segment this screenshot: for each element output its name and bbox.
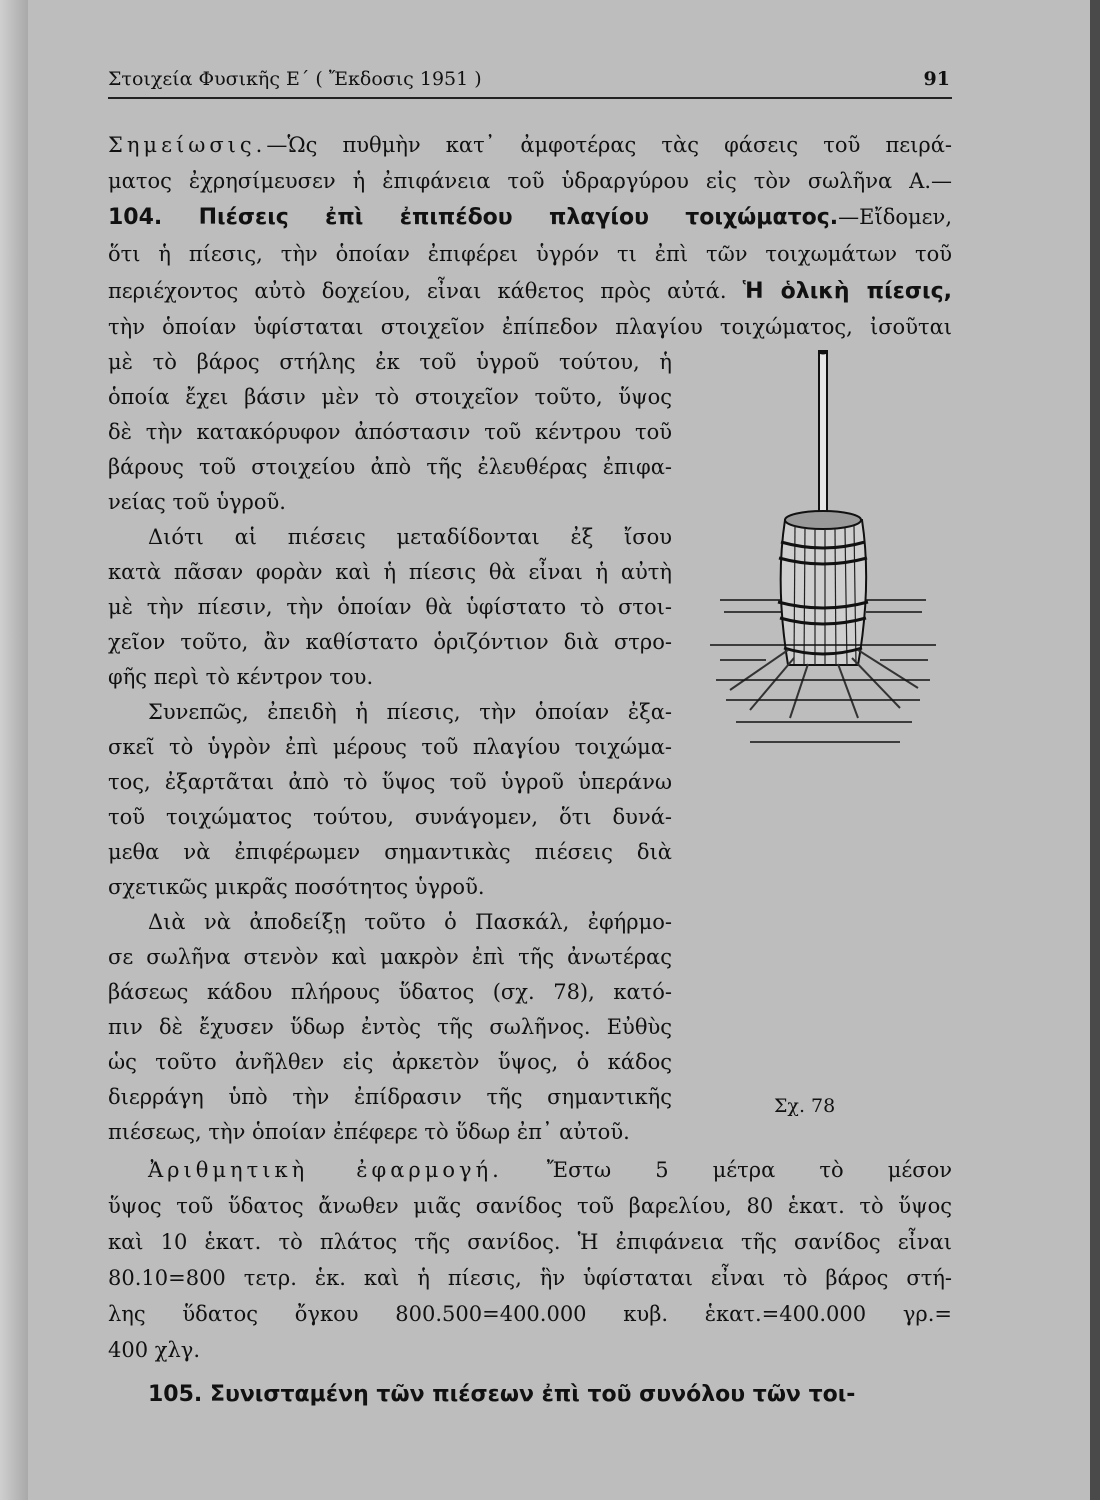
text-line: 80.10=800 τετρ. ἑκ. καὶ ἡ πίεσις, ἣν ὑφίσταται εἶναι τὸ βάρος στή- [108, 1266, 952, 1290]
text-line: ὅτι ἡ πίεσις, τὴν ὁποίαν ἐπιφέρει ὑγρόν τι ἐπὶ τῶν τοιχωμάτων τοῦ [108, 242, 952, 266]
text-line: 400 χλγ. [108, 1338, 201, 1362]
text-line: τος, ἐξαρτᾶται ἀπὸ τὸ ὕψος τοῦ ὑγροῦ ὑπεράνω [108, 770, 672, 794]
running-header [108, 68, 950, 96]
running-title: Στοιχεία Φυσικῆς Ε΄ ( Ἔκδοσις 1951 ) [108, 68, 482, 90]
book-gutter [0, 0, 28, 1500]
text-line: κατὰ πᾶσαν φορὰν καὶ ἡ πίεσις θὰ εἶναι ἡ αὐτὴ [108, 560, 672, 584]
text-line: διερράγη ὑπὸ τὴν ἐπίδρασιν τῆς σημαντικῆς [108, 1085, 672, 1109]
header-rule [108, 97, 952, 99]
text-line: Διότι αἱ πιέσεις μεταδίδονται ἐξ ἴσου [148, 525, 672, 549]
text-line: ὁποία ἔχει βάσιν μὲν τὸ στοιχεῖον τοῦτο, ὕψος [108, 385, 672, 409]
text-line: βάρους τοῦ στοιχείου ἀπὸ τῆς ἐλευθέρας ἐπιφα- [108, 455, 672, 479]
text-line: τοῦ τοιχώματος τούτου, συνάγομεν, ὅτι δυνά- [108, 805, 672, 829]
text-line: σε σωλῆνα στενὸν καὶ μακρὸν ἐπὶ τῆς ἀνωτέρας [108, 945, 672, 969]
page [28, 0, 1090, 1500]
text-line: μὲ τὸ βάρος στήλης ἐκ τοῦ ὑγροῦ τούτου, ἡ [108, 350, 672, 374]
note-label: Σημείωσις. [108, 133, 267, 157]
text-line: Συνεπῶς, ἐπειδὴ ἡ πίεσις, τὴν ὁποίαν ἐξα- [148, 700, 672, 724]
text-line: σχετικῶς μικρᾶς ποσότητος ὑγροῦ. [108, 875, 485, 899]
text-line: μεθα νὰ ἐπιφέρωμεν σημαντικὰς πιέσεις διὰ [108, 840, 672, 864]
text-line: χεῖον τοῦτο, ἂν καθίστατο ὁριζόντιον διὰ στρο- [108, 630, 672, 654]
text-line: ὡς τοῦτο ἀνῆλθεν εἰς ἀρκετὸν ὕψος, ὁ κάδος [108, 1050, 672, 1074]
text-line: ὕψος τοῦ ὕδατος ἄνωθεν μιᾶς σανίδος τοῦ βαρελίου, 80 ἑκατ. τὸ ὕψος [108, 1194, 952, 1218]
note-line-2: ματος ἐχρησίμευσεν ἡ ἐπιφάνεια τοῦ ὑδραργύρου εἰς τὸν σωλῆνα Α.— [108, 169, 952, 193]
section-104-first-line: 104. Πιέσεις ἐπὶ ἐπιπέδου πλαγίου τοιχώματος.—Εἴδομεν, [108, 205, 952, 230]
text-line: δὲ τὴν κατακόρυφον ἀπόστασιν τοῦ κέντρου τοῦ [108, 420, 672, 444]
text-line: πιέσεως, τὴν ὁποίαν ἐπέφερε τὸ ὕδωρ ἐπ᾿ αὐτοῦ. [108, 1120, 630, 1144]
text-line: νείας τοῦ ὑγροῦ. [108, 490, 286, 514]
section-105-heading: 105. Συνισταμένη τῶν πιέσεων ἐπὶ τοῦ συνόλου τῶν τοι- [148, 1382, 856, 1407]
page-number: 91 [923, 68, 950, 90]
note-line-1: Σημείωσις.—Ὡς πυθμὴν κατ᾿ ἀμφοτέρας τὰς φάσεις τοῦ πειρά- [108, 133, 952, 157]
section-104-heading: 104. Πιέσεις ἐπὶ ἐπιπέδου πλαγίου τοιχώματος. [108, 205, 839, 230]
text-line: λης ὕδατος ὄγκου 800.500=400.000 κυβ. ἑκατ.=400.000 γρ.= [108, 1302, 952, 1326]
application-label: Ἀριθμητικὴ ἐφαρμογή. [148, 1158, 503, 1182]
text-line: Διὰ νὰ ἀποδείξῃ τοῦτο ὁ Πασκάλ, ἐφήρμο- [148, 910, 672, 934]
text-line: τὴν ὁποίαν ὑφίσταται στοιχεῖον ἐπίπεδον πλαγίου τοιχώματος, ἰσοῦται [108, 315, 952, 339]
emphasis-total-pressure: Ἡ ὁλικὴ πίεσις, [742, 279, 952, 304]
application-line-1: Ἀριθμητικὴ ἐφαρμογή. Ἔστω 5 μέτρα τὸ μέσον [148, 1158, 952, 1182]
text-line: φῆς περὶ τὸ κέντρον του. [108, 665, 374, 689]
text-line: σκεῖ τὸ ὑγρὸν ἐπὶ μέρους τοῦ πλαγίου τοιχώμα- [108, 735, 672, 759]
text-line: μὲ τὴν πίεσιν, τὴν ὁποίαν θὰ ὑφίστατο τὸ στοι- [108, 595, 672, 619]
figure-caption: Σχ. 78 [774, 1095, 836, 1117]
text-line: περιέχοντος αὐτὸ δοχείου, εἶναι κάθετος πρὸς αὐτά. Ἡ ὁλικὴ πίεσις, [108, 279, 952, 304]
text-line: βάσεως κάδου πλήρους ὕδατος (σχ. 78), κατό- [108, 980, 672, 1004]
text-line: καὶ 10 ἑκατ. τὸ πλάτος τῆς σανίδος. Ἡ ἐπιφάνεια τῆς σανίδος εἶναι [108, 1230, 952, 1254]
pascal-barrel-illustration [690, 350, 950, 820]
text-line: πιν δὲ ἔχυσεν ὕδωρ ἐντὸς τῆς σωλῆνος. Εὐθὺς [108, 1015, 672, 1039]
